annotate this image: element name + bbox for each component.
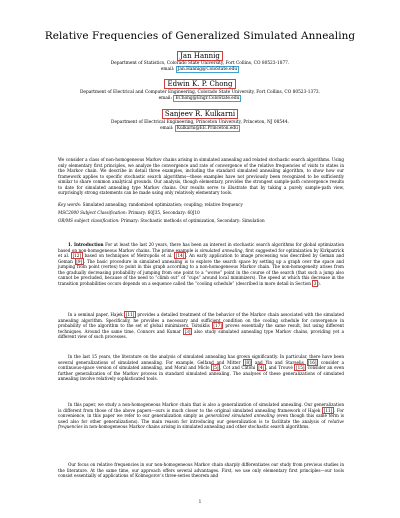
citation-link[interactable]: [15]: [295, 365, 305, 371]
keywords: Key words: Simulated annealing; randomized optimization; coupling; relative frequency: [58, 202, 243, 207]
author-name[interactable]: Jan Hannig: [0, 52, 400, 60]
paragraph-text: . The basic procedure in simulated annealing is to explore the search space by setting up a graph over the space and jumping from point (vertex) to point in this graph according to a non-homogeneous Markov chain. The non-homogeneity arises from the gradually decreasing probability of jumping from one point to a “worse” point in the course of the search (that such a jump also cannot be precluded, because of the need to “climb out” of “cups” around local minimizers). The speed at which this decrease in the transition probabilities occurs depends on a sequence called the “cooling schedule” (described in more detail in Section: [58, 258, 345, 286]
citation-link[interactable]: [4]: [258, 365, 265, 371]
paragraph-text: , and Trouvé: [265, 365, 295, 371]
intro-paragraph-2: [58, 312, 344, 340]
paragraph-text: . For convenience, in this paper we refer to our generalization simply as: [58, 407, 344, 419]
citation-link[interactable]: [14]: [175, 253, 185, 259]
author-email-link[interactable]: Kulkarni@EE.Princeton.edu: [176, 126, 238, 131]
paragraph-text: Our focus on relative frequencies in our non-homogeneous Markov chain sharply differentiates our study from previous studies in the literature. At the same time, our approach offers several advantages. First, we use only elementary first principles—our tools consist essentially of applications of Kolmogorov’s three-series theorem and: [58, 462, 344, 479]
paragraph-text: consider a continuous-space version of simulated annealing, and Moral and Miclo: [58, 359, 345, 371]
author-email-link[interactable]: EChong@Engr.ColoState.edu: [175, 96, 240, 101]
citation-link[interactable]: [8]: [244, 359, 251, 365]
paragraph-text: ).: [317, 280, 321, 286]
paragraph-text: In a seminal paper, Hajek: [68, 312, 125, 317]
citation-link[interactable]: 3: [313, 280, 317, 286]
intro-paragraph-5: [58, 462, 344, 479]
paragraph-text: in non-homogeneous Markov chains arising in simulated annealing and other stochastic search algorithms.: [82, 424, 310, 430]
intro-paragraph-4: [58, 402, 344, 430]
emphasized-term: relative frequencies: [58, 418, 344, 430]
citation-link[interactable]: [11]: [323, 407, 333, 413]
paragraph-text: In the last 15 years, the literature on the analysis of simulated annealing has grown significantly. In particular, there have been several generalizations of simulated annealing. For example, Gelfand and Mitter: [58, 354, 344, 365]
paragraph-text: For at least the last 20 years, there has been an interest in stochastic search algorithms for global optimization based on non-homogeneous Markov chains. The prime example is: [58, 242, 344, 253]
paragraph-text: also study simulated annealing type Markov chains, providing yet a different view of such processes.: [58, 328, 344, 340]
paragraph-text: . An early application to image processing was described by Geman and Geman: [58, 253, 344, 264]
abstract: We consider a class of non-homogeneous Markov chains arising in simulated annealing and related stochastic search algorithms. Using only elementary first principles, we analyze the convergence and rate of convergence of the relative frequencies of visits to states in the Markov chain. We describe in detail three examples, including the standard simulated annealing algorithm, to show how our framework applies to specific stochastic search algorithms—these examples have not previously been recognized to be sufficiently similar to share common analytical grounds. Our analysis, though elementary, provides the strongest sample-path convergence results to date for simulated annealing type Markov chains. Our results serve to illustrate that by taking a purely sample-path view, surprisingly strong statements can be made using only relatively elementary tools.: [58, 157, 344, 195]
paragraph-text: provides a detailed treatment of the behavior of the Markov chain associated with the simulated annealing algorithm. Specifically, he provides a necessary and sufficient condition on the cooling schedule for convergence in probability of the algorithm to the set of global minimizers. Tsitsiklis: [58, 312, 344, 329]
author-email-link[interactable]: Jan.Hannig@ColoState.edu: [177, 67, 238, 72]
paragraph-text: , first suggested for optimization by Kirkpatrick et al.: [58, 247, 344, 259]
citation-link[interactable]: [9]: [76, 258, 83, 264]
citation-link[interactable]: [17]: [213, 323, 222, 329]
orms-classification: OR/MS subject classification: Primary: Stochastic methods of optimization, Secondary: Simulation: [58, 218, 265, 223]
author-affiliation: Department of Statistics, Colorado State University, Fort Collins, CO 80523-1877.: [110, 61, 290, 66]
emphasized-term: simulated annealing: [199, 247, 243, 253]
section-heading: 1. Introduction: [68, 242, 104, 247]
paragraph-text: based on techniques of Metropolis et al.: [82, 253, 175, 259]
page-number: 1: [198, 500, 202, 505]
author-name[interactable]: Sanjeev R. Kulkarni: [0, 110, 400, 118]
paragraph-text: and Yin and Starselis: [252, 359, 307, 365]
paragraph-text: proves essentially the same result, but using different techniques. Around the same time, Connors and Kumar: [58, 323, 344, 334]
author-email-line: email: Jan.Hannig@ColoState.edu: [160, 67, 238, 72]
citation-link[interactable]: [5]: [212, 365, 219, 371]
author-email-line: email: Kulkarni@EE.Princeton.edu: [160, 126, 238, 131]
author-name[interactable]: Edwin K. P. Chong: [0, 80, 400, 88]
paragraph-text: (even though this same term is used also for other generalizations). The main reason for introducing our generalization is to facilitate the analysis of: [58, 413, 344, 424]
intro-paragraph-1: [58, 242, 344, 286]
citation-link[interactable]: [11]: [125, 312, 135, 317]
intro-paragraph-3: [58, 354, 344, 382]
paragraph-text: consider an even further generalization of the Markov process in standard simulated annealing. The analyses of these generalizations of simulated annealing involve relatively sophisticated tools.: [58, 365, 344, 382]
citation-link[interactable]: [12]: [72, 253, 82, 259]
msc-classification: MSC2000 Subject Classification: Primary: 60J35, Secondary: 60J10: [58, 210, 200, 215]
emphasized-term: generalized simulated annealing: [205, 413, 275, 419]
author-affiliation: Department of Electrical and Computer Engineering, Colorado State University, Fort Collins, CO 80523-1373.: [79, 90, 321, 95]
paragraph-text: In this paper, we study a non-homogeneous Markov chain that is also a generalization of simulated annealing. Our generalization is different from those of the above papers—ours is much closer to the original simulated annealing framework of Hajek: [58, 402, 344, 413]
author-affiliation: Department of Electrical Engineering, Princeton University, Princeton, NJ 08544.: [111, 120, 289, 125]
citation-link[interactable]: [16]: [308, 359, 317, 365]
author-email-line: email: EChong@Engr.ColoState.edu: [158, 96, 240, 101]
citation-link[interactable]: [3]: [184, 328, 191, 334]
paragraph-text: , Cot and Catoni: [220, 365, 257, 371]
paper-title: Relative Frequencies of Generalized Simulated Annealing: [44, 30, 356, 42]
